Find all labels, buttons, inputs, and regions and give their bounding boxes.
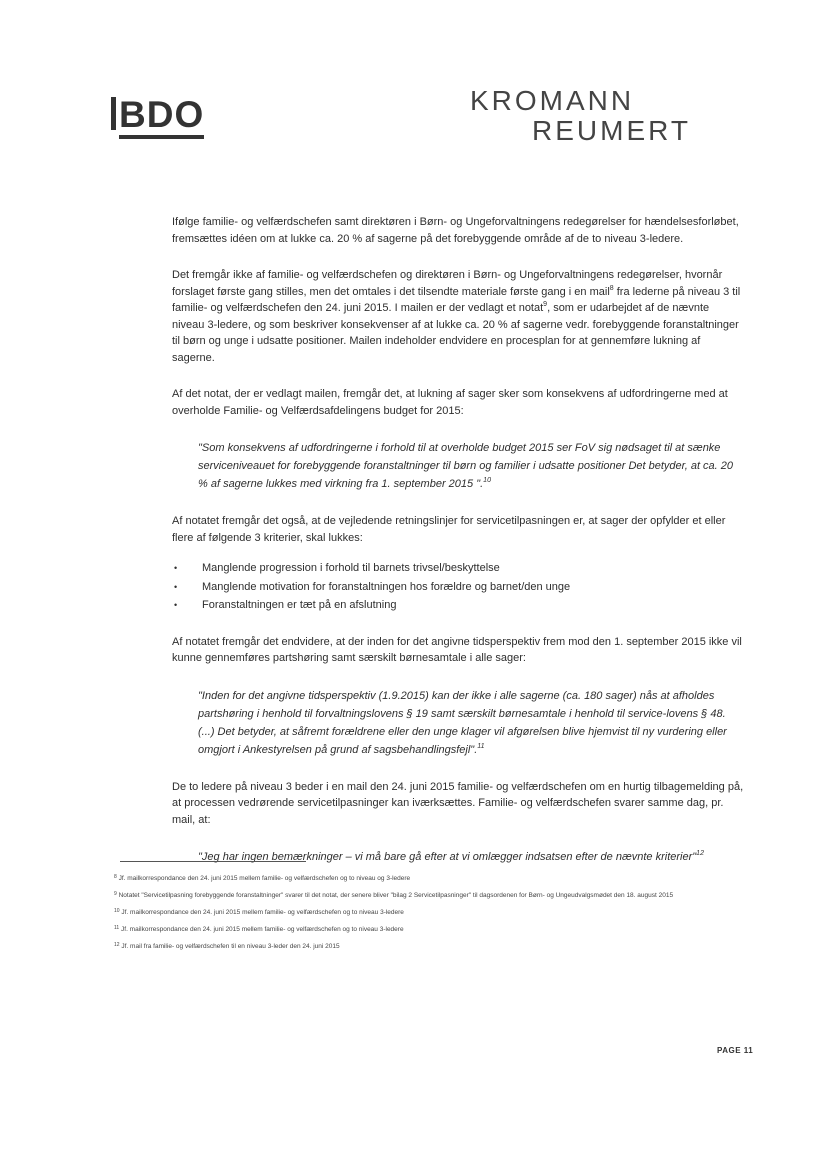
paragraph-4: Af notatet fremgår det også, at de vejledende retningslinjer for servicetilpasningen er, at sager der opfylder et eller flere af følgende 3 kriterier, skal lukkes: <box>172 515 726 544</box>
footnote-ref-10[interactable]: 10 <box>483 477 491 484</box>
list-item: • Manglende motivation for foranstaltningen hos forældre og barnet/den unge <box>172 579 744 596</box>
bullet-icon: • <box>174 581 178 592</box>
kromann-reumert-logo <box>470 86 720 146</box>
bdo-logo: BDO <box>111 94 204 136</box>
list-item: • Foranstaltningen er tæt på en afslutning <box>172 597 744 614</box>
bullet-icon: • <box>174 600 178 610</box>
bullet-icon: • <box>174 563 178 573</box>
footnote-10: $^{10}$ Jf. mailkorrespondance den 24. juni 2015 mellem familie- og velfærdschefen og to niveau 3-ledere <box>114 908 404 916</box>
logo-line-2: REUMERT <box>532 115 691 146</box>
paragraph-5: Af notatet fremgår det endvidere, at der inden for det angivne tidsperspektiv frem mod den 1. september 2015 ikke vil kunne gennemføres partshøring samt særskilt børnesamtale i alle sager: <box>172 635 742 664</box>
list-item: • Manglende progression i forhold til barnets trivsel/beskyttelse <box>172 560 744 577</box>
page-number: PAGE 11 <box>717 1046 754 1055</box>
criteria-list <box>172 560 744 614</box>
footnote-9: $^9$ Notatet "Servicetilpasning forebyggende foranstaltninger" svarer til det notat, der senere bliver "bilag 2 Servicetilpasninger" til dagsordenen for Børn- og Ungeudvalgsmødet den 18. august 2015 <box>114 891 674 899</box>
paragraph-3: Af det notat, der er vedlagt mailen, fremgår det, at lukning af sager sker som konsekvens af udfordringerne med at overholde Familie- og Velfærdsafdelingens budget for 2015: <box>172 388 728 417</box>
quote-3: "Jeg har ingen bemærkninger – vi må bare gå efter at vi omlægger indsatsen efter de nævnte kriterier"$^{12}$ <box>198 850 704 863</box>
footnote-ref-9[interactable]: 9 <box>543 301 548 308</box>
footnote-8: $^8$ Jf. mailkorrespondance den 24. juni 2015 mellem familie- og velfærdschefen og to niveau og 3-ledere <box>114 874 411 882</box>
logo-line-1: KROMANN <box>470 85 635 116</box>
quote-1: "Som konsekvens af udfordringerne i forhold til at overholde budget 2015 ser FoV sig nødsaget til at sænke serviceniveauet for forebyggende foranstaltninger til børn og familier i udsatte positioner Det betyder, at ca. 20 % af sagerne lukkes med virkning fra 1. september 2015 ".$^{10}$ <box>198 442 734 490</box>
footnote-12: $^{12}$ Jf. mail fra familie- og velfærdschefen til en niveau 3-leder den 24. juni 2015 <box>114 942 340 950</box>
footnote-ref-12[interactable]: 12 <box>696 850 704 857</box>
footnote-ref-11[interactable]: 11 <box>477 742 485 750</box>
footnote-divider <box>120 861 306 862</box>
footnote-11: $^{11}$ Jf. mailkorrespondance den 24. juni 2015 mellem familie- og velfærdschefen og to niveau 3-ledere <box>114 925 404 933</box>
main-body <box>172 214 744 886</box>
footnotes <box>114 874 754 959</box>
paragraph-1: Ifølge familie- og velfærdschefen samt direktøren i Børn- og Ungeforvaltningens redegørelser for hændelsesforløbet, fremsættes idéen om at lukke ca. 20 % af sagerne på det forebyggende område af de to niveau 3-ledere. <box>172 216 739 245</box>
quote-2: "Inden for det angivne tidsperspektiv (1.9.2015) kan der ikke i alle sagerne (ca. 180 sager) nås at afholdes partshøring i henhold til forvaltningslovens § 19 samt særskilt børnesamtale i henhold til service-lovens § 48. (...) Det betyder, at såfremt forældrene eller den unge klager vil afgørelsen blive hjemvist til ny vurdering eller omgjort i Ankestyrelsen på grund af sagsbehandlingsfejl".$^{11}$ <box>198 689 727 756</box>
footnote-ref-8[interactable]: 8 <box>609 284 614 292</box>
paragraph-2: Det fremgår ikke af familie- og velfærdschefen og direktøren i Børn- og Ungeforvaltningens redegørelser, hvornår forslaget første gang stilles, men det omtales i det tilsendte materiale første gang i en mail$^8$ fra lederne på niveau 3 til familie- og velfærdschefen den 24. juni 2015. I mailen er der vedlagt et notat$^9$, som er udarbejdet af de nævnte niveau 3-ledere, og som beskriver konsekvenser af at lukke ca. 20 % af sagerne vedr. forebyggende foranstaltninger til børn og unge i udsatte positioner. Mailen indeholder endvidere en procesplan for at gennemføre lukning af sagerne. <box>172 269 741 364</box>
paragraph-6: De to ledere på niveau 3 beder i en mail den 24. juni 2015 familie- og velfærdschefen om en hurtig tilbagemelding på, at processen vedrørende servicetilpasninger kan iværksættes. Familie- og velfærdschefen svarer samme dag, pr. mail, at: <box>172 780 744 826</box>
